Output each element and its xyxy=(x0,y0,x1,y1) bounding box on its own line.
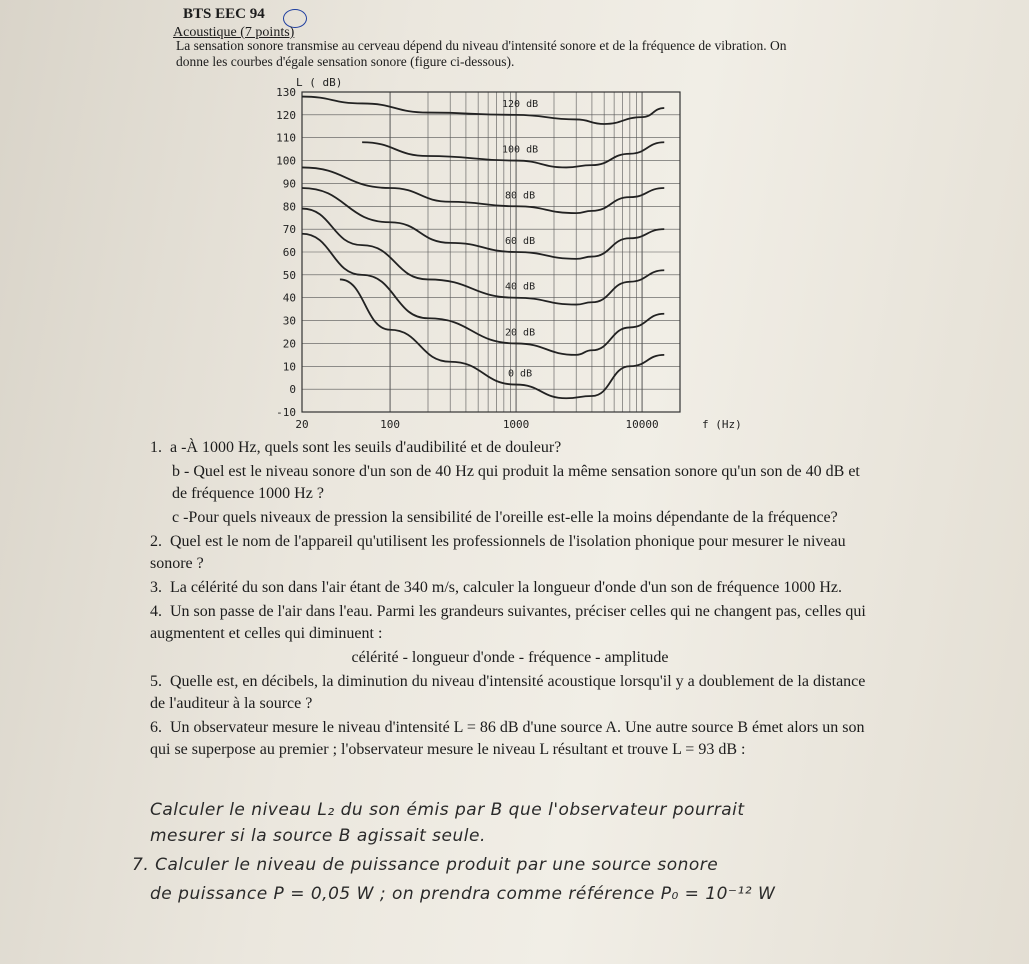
y-tick-label: 120 xyxy=(276,108,296,122)
curve-label: 40 dB xyxy=(505,281,536,293)
x-axis-label: f (Hz) xyxy=(702,418,742,431)
handwritten-line-2: mesurer si la source B agissait seule. xyxy=(150,826,486,846)
question-number: 3. xyxy=(150,579,162,596)
y-axis-label: L ( dB) xyxy=(296,76,343,89)
question-number: 5. xyxy=(150,673,162,690)
equal-loudness-chart xyxy=(240,72,760,442)
intro-text: La sensation sonore transmise au cerveau dépend du niveau d'intensité sonore et de la fréquence de vibration. On donne les courbes d'égale sensation sonore (figure ci-dessous). xyxy=(176,38,787,69)
loudness-curve xyxy=(302,188,664,259)
y-tick-label: 100 xyxy=(276,154,296,168)
question-number: 4. xyxy=(150,603,162,620)
section-title: Acoustique (7 points) xyxy=(173,25,295,40)
curve-label: 20 dB xyxy=(505,327,536,339)
curve-label: 80 dB xyxy=(505,190,536,202)
y-tick-label: 130 xyxy=(276,86,296,99)
x-tick-label: 20 xyxy=(295,418,309,431)
question-list xyxy=(150,437,870,763)
y-tick-label: 60 xyxy=(282,246,296,259)
y-tick-label: 20 xyxy=(282,337,296,351)
chart-layer xyxy=(276,76,742,431)
loudness-curve xyxy=(302,97,664,124)
x-tick-label: 1000 xyxy=(502,418,530,431)
question-5 xyxy=(150,671,870,715)
y-tick-label: 10 xyxy=(282,360,296,374)
question-number: 2. xyxy=(150,533,162,550)
question-text: célérité - longueur d'onde - fréquence - amplitude xyxy=(351,649,669,666)
question-6 xyxy=(150,717,870,761)
question-text: c -Pour quels niveaux de pression la sensibilité de l'oreille est-elle la moins dépendante de la fréquence? xyxy=(172,509,838,526)
question-1a xyxy=(150,437,870,459)
y-tick-label: 0 xyxy=(289,383,296,397)
question-text: a -À 1000 Hz, quels sont les seuils d'audibilité et de douleur? xyxy=(170,439,562,456)
curve-label: 120 dB xyxy=(502,98,539,110)
handwritten-line-4: de puissance P = 0,05 W ; on prendra comme référence P₀ = 10⁻¹² W xyxy=(150,884,776,904)
y-tick-label: 110 xyxy=(276,131,296,145)
question-1b xyxy=(150,461,870,505)
question-1c xyxy=(150,507,870,529)
handwritten-line-1: Calculer le niveau L₂ du son émis par B que l'observateur pourrait xyxy=(150,800,745,820)
question-text: Quelle est, en décibels, la diminution du niveau d'intensité acoustique lorsqu'il y a doublement de la distance de l'auditeur à la source ? xyxy=(150,673,866,712)
exercise-code: BTS EEC 94 xyxy=(183,6,265,22)
question-text: Un observateur mesure le niveau d'intensité L = 86 dB d'une source A. Une autre source B émet alors un son qui se superpose au premier ; l'observateur mesure le niveau L résultant et trouve L = 93 dB : xyxy=(150,719,865,758)
handwritten-line-3: 7. Calculer le niveau de puissance produit par une source sonore xyxy=(132,855,719,875)
curve-label: 60 dB xyxy=(505,236,536,247)
curve-label: 100 dB xyxy=(502,144,539,156)
question-4 xyxy=(150,601,870,645)
question-number: 1. xyxy=(150,439,162,456)
y-tick-label: 50 xyxy=(282,268,296,282)
y-tick-label: 30 xyxy=(282,314,296,328)
question-text: Quel est le nom de l'appareil qu'utilisent les professionnels de l'isolation phonique pour mesurer le niveau sonore ? xyxy=(150,533,846,572)
y-tick-label: -10 xyxy=(276,406,296,419)
y-tick-label: 70 xyxy=(282,223,296,237)
y-tick-label: 40 xyxy=(282,291,296,305)
question-2 xyxy=(150,531,870,575)
question-text: b - Quel est le niveau sonore d'un son de 40 Hz qui produit la même sensation sonore qu'un son de 40 dB et de fréquence 1000 Hz ? xyxy=(172,463,860,502)
y-tick-label: 80 xyxy=(282,200,296,214)
question-4-list xyxy=(150,647,870,669)
x-tick-label: 100 xyxy=(380,418,401,431)
question-text: La célérité du son dans l'air étant de 340 m/s, calculer la longueur d'onde d'un son de fréquence 1000 Hz. xyxy=(170,579,842,596)
question-number: 6. xyxy=(150,719,162,736)
question-text: Un son passe de l'air dans l'eau. Parmi les grandeurs suivantes, préciser celles qui ne changent pas, celles qui augmentent et celles qui diminuent : xyxy=(150,603,866,642)
curve-label: 0 dB xyxy=(508,368,533,380)
x-tick-label: 10000 xyxy=(625,418,659,431)
question-3 xyxy=(150,577,870,599)
y-tick-label: 90 xyxy=(282,177,296,191)
